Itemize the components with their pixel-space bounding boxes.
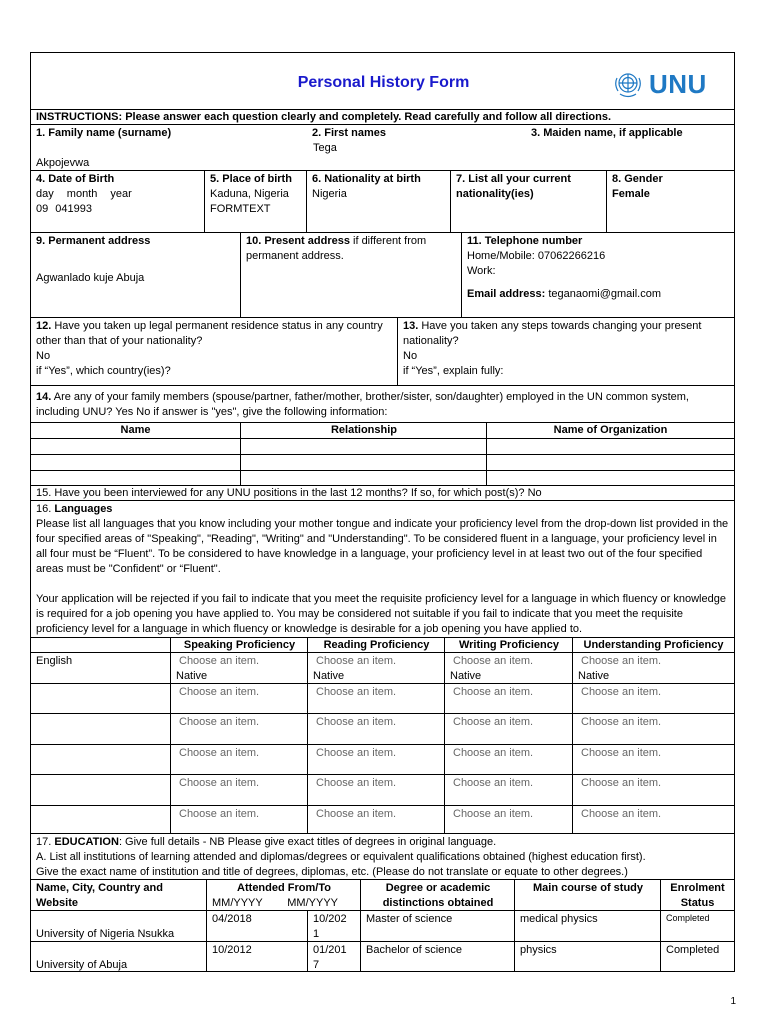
family-members-section [30,385,735,486]
edu-to[interactable] [307,910,361,941]
email-value: teganaomi@gmail.com [545,288,661,300]
edu-institution[interactable]: University of Abuja [31,941,206,972]
select-placeholder: Choose an item. [316,686,397,698]
form-header [30,52,735,110]
permanent-address-field[interactable] [31,233,240,318]
attended-label: Attended From/To [237,882,331,894]
select-placeholder: Choose an item. [316,777,397,789]
first-names-field[interactable] [307,125,527,171]
language-name[interactable] [31,805,170,834]
instructions-row [30,109,735,125]
q13-followup: if “Yes”, explain fully: [403,365,504,377]
education-intro-text: : Give full details - NB Please give exact titles of degrees in original language. [118,836,497,848]
email-label: Email address: [467,288,546,300]
select-placeholder: Choose an item. [453,686,534,698]
q14-col-name: Name [31,422,240,438]
q14-row2-organization[interactable] [486,454,734,470]
select-placeholder: Choose an item. [179,686,260,698]
instructions-text: INSTRUCTIONS: Please answer each question clearly and completely. Read carefully and follow all directions. [36,111,612,123]
speaking-select[interactable] [170,652,308,683]
speaking-select[interactable] [170,744,308,775]
telephone-field[interactable] [461,233,734,318]
present-address-field[interactable] [240,233,462,318]
reading-select[interactable] [307,713,445,744]
maiden-name-field[interactable] [526,125,734,171]
reading-value: Native [313,670,345,682]
q15-text: 15. Have you been interviewed for any UNU positions in the last 12 months? If so, for which post(s)? No [36,487,542,499]
select-placeholder: Choose an item. [179,777,260,789]
speaking-select[interactable] [170,713,308,744]
q13-number: 13. [403,320,419,332]
place-of-birth-value: Kaduna, Nigeria [210,188,289,200]
q12-number: 12. [36,320,52,332]
place-of-birth-label: 5. Place of birth [210,173,292,185]
nationality-at-birth-label: 6. Nationality at birth [312,173,421,185]
language-name[interactable] [31,774,170,805]
q12-text: Have you taken up legal permanent residence status in any country other than that of your nationality? [36,320,383,347]
edu-status[interactable]: Completed [660,910,734,941]
page-number: 1 [730,996,736,1007]
q14-row2-relationship[interactable] [240,454,487,470]
place-of-birth-formtext: FORMTEXT [210,203,271,215]
reading-select[interactable] [307,805,445,834]
understanding-select[interactable] [572,683,734,714]
education-section [30,833,735,972]
writing-select[interactable] [444,713,573,744]
lang-col-language [31,637,170,652]
q14-row1-name[interactable] [31,438,240,454]
select-placeholder: Choose an item. [581,747,662,759]
select-placeholder: Choose an item. [581,777,662,789]
date-of-birth-field[interactable] [31,171,204,233]
education-line-a: A. List all institutions of learning attended and diplomas/degrees or equivalent qualifications obtained (highest education first). [36,851,646,863]
dob-label: 4. Date of Birth [36,173,115,185]
to-format: MM/YYYY [287,897,338,909]
select-placeholder: Choose an item. [453,716,534,728]
select-placeholder: Choose an item. [453,747,534,759]
writing-select[interactable] [444,683,573,714]
select-placeholder: Choose an item. [316,655,397,667]
edu-status[interactable]: Completed [660,941,734,972]
speaking-select[interactable] [170,774,308,805]
q14-text: Are any of your family members (spouse/partner, father/mother, brother/sister, son/daughter) employed in the UN common system, including UNU? Yes No if answer is "yes", give the following information: [36,391,689,418]
understanding-select[interactable] [572,652,734,683]
reading-select[interactable] [307,744,445,775]
q14-row1-organization[interactable] [486,438,734,454]
languages-intro [31,501,734,638]
gender-label: 8. Gender [612,173,663,185]
current-nationalities-field[interactable] [450,171,607,233]
select-placeholder: Choose an item. [179,747,260,759]
edu-to[interactable] [307,941,361,972]
from-format: MM/YYYY [212,897,263,909]
q12-answer: No [36,350,51,362]
birth-row [30,170,735,233]
understanding-select[interactable] [572,774,734,805]
edu-degree[interactable]: Bachelor of science [360,941,515,972]
nationality-at-birth-value: Nigeria [312,188,347,200]
present-address-label: 10. Present address [246,235,350,247]
unu-logo [611,68,707,100]
edu-col-attended [206,879,361,910]
select-placeholder: Choose an item. [453,655,534,667]
maiden-name-label: 3. Maiden name, if applicable [531,127,683,139]
languages-section [30,500,735,834]
writing-select[interactable] [444,652,573,683]
present-address-note: if different from permanent address. [246,235,427,262]
q13-text: Have you taken any steps towards changing your present nationality? [403,320,702,347]
change-nationality-question[interactable] [397,318,734,386]
edu-to-part1: 01/201 [313,944,347,956]
q16-number: 16. [36,503,55,515]
speaking-select[interactable] [170,683,308,714]
select-placeholder: Choose an item. [179,808,260,820]
place-of-birth-field[interactable] [204,171,306,233]
select-placeholder: Choose an item. [581,686,662,698]
page-title: Personal History Form [297,74,470,91]
edu-to-part2: 7 [313,959,320,971]
gender-field[interactable] [606,171,734,233]
edu-col-name: Name, City, Country and Website [31,879,206,910]
reading-select[interactable] [307,652,445,683]
permanent-residence-question[interactable] [31,318,396,386]
dob-value: 09 041993 [36,203,92,215]
writing-select[interactable] [444,805,573,834]
select-placeholder: Choose an item. [453,808,534,820]
family-name-label: 1. Family name (surname) [36,127,172,139]
edu-institution[interactable]: University of Nigeria Nsukka [31,910,206,941]
lang-col-understanding: Understanding Proficiency [572,637,734,652]
edu-col-status: Enrolment Status [660,879,734,910]
select-placeholder: Choose an item. [581,716,662,728]
languages-para2: Your application will be rejected if you fail to indicate that you meet the requisite proficiency level for a language in which fluency or knowledge is required for a job opening you have applied to. You may be considered not suitable if you fail to indicate that you meet the requisite proficiency level for a language in which fluency or knowledge is desirable for a job opening you have applied to. [36,593,726,635]
select-placeholder: Choose an item. [581,655,662,667]
nationality-at-birth-field[interactable] [306,171,451,233]
edu-col-degree: Degree or academic distinctions obtained [360,879,515,910]
home-mobile-value: Home/Mobile: 07062266216 [467,250,606,262]
language-name[interactable] [31,744,170,775]
address-row [30,232,735,318]
permanent-address-value: Agwanlado kuje Abuja [36,272,145,284]
edu-degree[interactable]: Master of science [360,910,515,941]
education-line-b: Give the exact name of institution and title of degrees, diplomas, etc. (Please do not translate or equate to other degrees.) [36,866,628,878]
q14-row3-name[interactable] [31,470,240,486]
interview-question-row [30,485,735,501]
edu-from[interactable]: 04/2018 [206,910,308,941]
current-nationalities-label: 7. List all your current nationality(ies) [456,173,571,200]
family-name-field[interactable] [31,125,311,171]
un-emblem-icon [611,68,645,100]
language-name[interactable] [31,683,170,714]
languages-para1: Please list all languages that you know including your mother tongue and indicate your proficiency level from the drop-down list provided in the four specified areas of "Speaking", "Reading", "Writing" and "Understanding". To be considered fluent in a language, your proficiency level in all four must be “Fluent”. To be considered to have knowledge in a language, your proficiency level in at least two out of the four specified areas must be "Confident" or “Fluent". [36,518,729,575]
q14-col-organization: Name of Organization [486,422,734,438]
logo-text: UNU [649,68,707,99]
edu-course[interactable]: physics [514,941,661,972]
lang-col-writing: Writing Proficiency [444,637,573,652]
speaking-value: Native [176,670,208,682]
select-placeholder: Choose an item. [179,716,260,728]
language-name[interactable] [31,713,170,744]
understanding-select[interactable] [572,713,734,744]
languages-heading: Languages [54,503,113,515]
education-intro [31,834,734,881]
first-names-label: 2. First names [312,127,386,139]
lang-col-reading: Reading Proficiency [307,637,445,652]
permanent-address-label: 9. Permanent address [36,235,151,247]
select-placeholder: Choose an item. [316,747,397,759]
reading-select[interactable] [307,683,445,714]
understanding-select[interactable] [572,805,734,834]
q14-number: 14. [36,391,52,403]
residence-row [30,317,735,386]
select-placeholder: Choose an item. [179,655,260,667]
language-name[interactable]: English [31,652,170,683]
q17-number: 17. [36,836,55,848]
q14-col-relationship: Relationship [240,422,487,438]
education-heading: EDUCATION [54,836,119,848]
select-placeholder: Choose an item. [453,777,534,789]
understanding-select[interactable] [572,744,734,775]
select-placeholder: Choose an item. [581,808,662,820]
family-name-value: Akpojevwa [36,157,90,169]
reading-select[interactable] [307,774,445,805]
q14-row3-organization[interactable] [486,470,734,486]
writing-value: Native [450,670,482,682]
edu-from[interactable]: 10/2012 [206,941,308,972]
names-row [30,124,735,171]
lang-col-speaking: Speaking Proficiency [170,637,308,652]
q14-question [31,386,734,422]
telephone-label: 11. Telephone number [467,235,583,247]
q13-answer: No [403,350,418,362]
writing-select[interactable] [444,774,573,805]
edu-to-part2: 1 [313,928,320,940]
q14-row3-relationship[interactable] [240,470,487,486]
understanding-value: Native [578,670,610,682]
edu-course[interactable]: medical physics [514,910,661,941]
writing-select[interactable] [444,744,573,775]
work-phone-value: Work: [467,265,496,277]
q14-row1-relationship[interactable] [240,438,487,454]
edu-col-course: Main course of study [514,879,661,910]
speaking-select[interactable] [170,805,308,834]
edu-to-part1: 10/202 [313,913,347,925]
select-placeholder: Choose an item. [316,808,397,820]
select-placeholder: Choose an item. [316,716,397,728]
gender-value: Female [612,188,650,200]
q12-followup: if “Yes”, which country(ies)? [36,365,171,377]
first-names-value: Tega [313,142,337,154]
q14-row2-name[interactable] [31,454,240,470]
dob-sublabels: day month year [36,188,132,200]
